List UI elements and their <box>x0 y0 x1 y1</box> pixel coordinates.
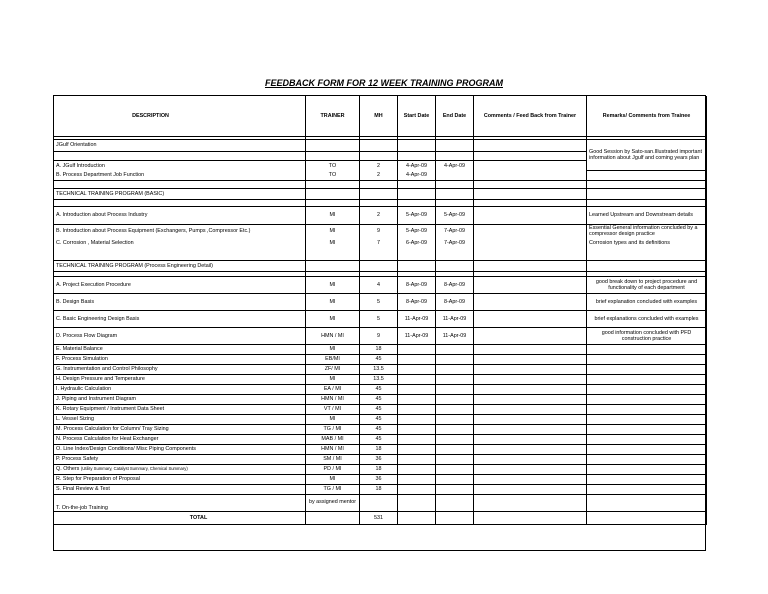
cell-trainer-comment <box>474 364 587 374</box>
empty-cell <box>474 152 587 161</box>
others-detail: (Utility Summary, Catalyst Summary, Chemical Summary) <box>80 466 188 472</box>
cell-trainer-comment <box>474 276 587 293</box>
cell-trainer-comment <box>474 171 587 181</box>
cell-mh: 45 <box>360 354 398 364</box>
section-title: TECHNICAL TRAINING PROGRAM (Process Engineering Detail) <box>54 260 306 271</box>
cell-description: T. On-the-job Training <box>54 494 306 511</box>
table-row <box>54 494 707 511</box>
empty-cell <box>474 464 587 474</box>
empty-cell <box>398 181 436 189</box>
cell-trainer: MAB / MI <box>306 434 360 444</box>
cell-end-date <box>436 384 474 394</box>
cell-trainer-comment <box>474 414 587 424</box>
cell-description: N. Process Calculation for Heat Exchanger <box>54 434 306 444</box>
total-label: TOTAL <box>54 511 306 524</box>
cell-end-date: 11-Apr-09 <box>436 327 474 344</box>
empty-cell <box>436 152 474 161</box>
trainee-remark: Corrosion types and its definitions <box>587 237 707 249</box>
spacer-row <box>54 181 707 189</box>
header-row <box>54 96 707 137</box>
cell-mh: 45 <box>360 424 398 434</box>
empty-cell <box>587 200 707 207</box>
cell-start-date: 11-Apr-09 <box>398 310 436 327</box>
cell-description: C. Corrosion , Material Selection <box>54 237 306 249</box>
cell-start-date: 5-Apr-09 <box>398 207 436 225</box>
cell-trainer: EB/MI <box>306 354 360 364</box>
cell-start-date <box>398 344 436 354</box>
empty-cell <box>398 494 436 511</box>
empty-cell <box>360 140 398 152</box>
empty-cell <box>436 200 474 207</box>
cell-description: G. Instrumentation and Control Philosophy <box>54 364 306 374</box>
cell-trainer: by assigned mentor <box>306 494 360 511</box>
cell-trainer-comment <box>474 225 587 238</box>
cell-end-date <box>436 394 474 404</box>
cell-trainer-comment <box>474 237 587 249</box>
empty-cell <box>436 181 474 189</box>
table-row <box>54 354 707 364</box>
table-row <box>54 344 707 354</box>
cell-trainer-comment <box>474 434 587 444</box>
cell-description: R. Step for Preparation of Proposal <box>54 474 306 484</box>
cell-trainer: MI <box>306 474 360 484</box>
empty-cell <box>587 189 707 200</box>
section-row <box>54 140 707 152</box>
cell-mh: 2 <box>360 207 398 225</box>
cell-end-date <box>436 364 474 374</box>
cell-start-date: 4-Apr-09 <box>398 171 436 181</box>
cell-mh: 4 <box>360 276 398 293</box>
cell-start-date <box>398 364 436 374</box>
cell-trainer-comment <box>474 327 587 344</box>
empty-cell <box>54 249 306 260</box>
trainee-remark: Essential General information concluded by a compressor design practice <box>587 225 707 238</box>
empty-cell <box>360 260 398 271</box>
table-row <box>54 364 707 374</box>
cell-trainer-comment <box>474 161 587 171</box>
table-row <box>54 293 707 310</box>
section-title: TECHNICAL TRAINING PROGRAM (BASIC) <box>54 189 306 200</box>
cell-trainer: MI <box>306 374 360 384</box>
empty-cell <box>398 152 436 161</box>
cell-trainer-comment <box>474 374 587 384</box>
cell-trainer-comment <box>474 444 587 454</box>
table-row <box>54 434 707 444</box>
section-row <box>54 260 707 271</box>
table-row <box>54 424 707 434</box>
cell-end-date: 5-Apr-09 <box>436 207 474 225</box>
trainee-remark <box>587 394 707 404</box>
trainee-remark: brief explanations concluded with examples <box>587 310 707 327</box>
cell-trainer-comment <box>474 404 587 414</box>
cell-description: B. Design Basis <box>54 293 306 310</box>
cell-trainer: MI <box>306 276 360 293</box>
cell-trainer-comment <box>474 424 587 434</box>
feedback-table <box>53 96 707 525</box>
table-row <box>54 394 707 404</box>
cell-start-date: 4-Apr-09 <box>398 161 436 171</box>
empty-cell <box>306 511 360 524</box>
cell-mh: 13.5 <box>360 374 398 384</box>
cell-end-date: 4-Apr-09 <box>436 161 474 171</box>
cell-start-date <box>398 354 436 364</box>
cell-trainer: MI <box>306 237 360 249</box>
empty-cell <box>474 249 587 260</box>
table-row <box>54 225 707 238</box>
cell-trainer-comment <box>474 293 587 310</box>
cell-mh: 9 <box>360 327 398 344</box>
cell-end-date <box>436 454 474 464</box>
cell-start-date: 6-Apr-09 <box>398 237 436 249</box>
cell-mh: 45 <box>360 414 398 424</box>
header-end-date: End Date <box>436 96 474 137</box>
empty-cell <box>587 494 707 511</box>
cell-start-date: 11-Apr-09 <box>398 327 436 344</box>
cell-mh: 45 <box>360 434 398 444</box>
empty-cell <box>474 474 587 484</box>
trainee-remark <box>587 414 707 424</box>
empty-cell <box>436 511 474 524</box>
trainee-remark <box>587 424 707 434</box>
empty-cell <box>360 181 398 189</box>
cell-trainer: PD / MI <box>306 464 360 474</box>
table-row <box>54 474 707 484</box>
cell-description: I. Hydraulic Calculation <box>54 384 306 394</box>
cell-trainer: HMN / MI <box>306 444 360 454</box>
cell-end-date: 8-Apr-09 <box>436 293 474 310</box>
cell-end-date <box>436 344 474 354</box>
cell-description: D. Process Flow Diagram <box>54 327 306 344</box>
empty-cell <box>360 200 398 207</box>
cell-trainer-comment <box>474 394 587 404</box>
section-title: JGulf Orientation <box>54 140 306 152</box>
table-row <box>54 384 707 394</box>
cell-mh: 36 <box>360 454 398 464</box>
trainee-remark: Learned Upstream and Downstream details <box>587 207 707 225</box>
cell-start-date: 8-Apr-09 <box>398 276 436 293</box>
cell-trainee-remark <box>587 171 707 181</box>
empty-cell <box>306 249 360 260</box>
cell-mh: 7 <box>360 237 398 249</box>
cell-trainer: HMN / MI <box>306 327 360 344</box>
cell-trainer: TG / MI <box>306 484 360 494</box>
cell-start-date <box>398 424 436 434</box>
cell-description: P. Process Safety <box>54 454 306 464</box>
empty-cell <box>398 484 436 494</box>
cell-description: S. Final Review & Test <box>54 484 306 494</box>
trainee-remark <box>587 404 707 414</box>
empty-cell <box>306 189 360 200</box>
cell-end-date <box>436 354 474 364</box>
cell-trainer: EA / MI <box>306 384 360 394</box>
empty-cell <box>474 189 587 200</box>
header-mh: MH <box>360 96 398 137</box>
trainee-remark <box>587 374 707 384</box>
empty-cell <box>436 260 474 271</box>
empty-cell <box>398 474 436 484</box>
cell-end-date: 7-Apr-09 <box>436 237 474 249</box>
empty-cell <box>306 140 360 152</box>
empty-cell <box>306 260 360 271</box>
empty-cell <box>587 249 707 260</box>
cell-trainer: MI <box>306 207 360 225</box>
empty-cell <box>587 474 707 484</box>
cell-start-date <box>398 394 436 404</box>
table-row <box>54 404 707 414</box>
table-row <box>54 276 707 293</box>
cell-mh <box>360 494 398 511</box>
empty-cell <box>398 200 436 207</box>
cell-trainer: VT / MI <box>306 404 360 414</box>
header-trainee-remarks: Remarks/ Comments from Trainee <box>587 96 707 137</box>
cell-trainer: MI <box>306 225 360 238</box>
cell-trainer: TG / MI <box>306 424 360 434</box>
cell-end-date: 11-Apr-09 <box>436 310 474 327</box>
cell-description: A. Project Execution Procedure <box>54 276 306 293</box>
cell-trainer-comment <box>474 454 587 464</box>
cell-mh: 45 <box>360 394 398 404</box>
empty-cell <box>360 189 398 200</box>
table-row <box>54 327 707 344</box>
cell-end-date <box>436 424 474 434</box>
empty-cell <box>398 249 436 260</box>
cell-end-date <box>436 414 474 424</box>
empty-cell <box>587 511 707 524</box>
empty-cell <box>54 200 306 207</box>
header-trainer: TRAINER <box>306 96 360 137</box>
empty-cell <box>398 511 436 524</box>
cell-mh: 9 <box>360 225 398 238</box>
empty-cell <box>587 181 707 189</box>
trainee-remark <box>587 434 707 444</box>
cell-end-date <box>436 374 474 384</box>
empty-cell <box>398 260 436 271</box>
cell-mh: 2 <box>360 161 398 171</box>
table-row <box>54 484 707 494</box>
cell-mh: 36 <box>360 474 398 484</box>
trainee-remark: good break down to project procedure and functionality of each department <box>587 276 707 293</box>
cell-description <box>54 464 306 474</box>
cell-mh: 2 <box>360 171 398 181</box>
empty-cell <box>587 464 707 474</box>
cell-trainer-comment <box>474 207 587 225</box>
empty-cell <box>474 181 587 189</box>
header-description: DESCRIPTION <box>54 96 306 137</box>
trainee-remark <box>587 344 707 354</box>
cell-description: F. Process Simulation <box>54 354 306 364</box>
cell-mh: 13.5 <box>360 364 398 374</box>
empty-cell <box>474 494 587 511</box>
empty-cell <box>436 140 474 152</box>
section-row <box>54 189 707 200</box>
table-row <box>54 237 707 249</box>
empty-cell <box>587 484 707 494</box>
cell-trainer: MI <box>306 310 360 327</box>
trainee-remark: brief explanation concluded with examples <box>587 293 707 310</box>
cell-start-date: 5-Apr-09 <box>398 225 436 238</box>
cell-trainer-comment <box>474 310 587 327</box>
cell-mh: 45 <box>360 404 398 414</box>
empty-cell <box>474 484 587 494</box>
trainee-remark <box>587 384 707 394</box>
cell-end-date <box>436 171 474 181</box>
empty-cell <box>306 152 360 161</box>
cell-description: K. Rotary Equipment / Instrument Data Sheet <box>54 404 306 414</box>
cell-mh: 18 <box>360 444 398 454</box>
trainee-remark <box>587 454 707 464</box>
cell-start-date: 8-Apr-09 <box>398 293 436 310</box>
cell-end-date: 8-Apr-09 <box>436 276 474 293</box>
cell-description: A. Introduction about Process Industry <box>54 207 306 225</box>
form-title: FEEDBACK FORM FOR 12 WEEK TRAINING PROGRAM <box>264 78 503 88</box>
empty-cell <box>587 260 707 271</box>
empty-cell <box>398 140 436 152</box>
cell-trainer: TO <box>306 171 360 181</box>
empty-cell <box>436 494 474 511</box>
cell-end-date <box>436 434 474 444</box>
spacer-row <box>54 249 707 260</box>
cell-start-date <box>398 374 436 384</box>
empty-cell <box>54 152 306 161</box>
cell-mh: 5 <box>360 293 398 310</box>
cell-trainer: MI <box>306 344 360 354</box>
table-row <box>54 414 707 424</box>
empty-cell <box>474 260 587 271</box>
cell-description: A. JGulf Introduction <box>54 161 306 171</box>
empty-cell <box>398 464 436 474</box>
cell-mh: 5 <box>360 310 398 327</box>
cell-description: J. Piping and Instrument Diagram <box>54 394 306 404</box>
trainee-remark <box>587 364 707 374</box>
cell-trainer: SM / MI <box>306 454 360 464</box>
cell-start-date <box>398 384 436 394</box>
header-trainer-comments: Comments / Feed Back from Trainer <box>474 96 587 137</box>
table-row <box>54 207 707 225</box>
trainee-remark <box>587 354 707 364</box>
cell-end-date: 7-Apr-09 <box>436 225 474 238</box>
cell-start-date <box>398 434 436 444</box>
empty-cell <box>360 152 398 161</box>
cell-description: H. Design Pressure and Temperature <box>54 374 306 384</box>
cell-trainer: HMN / MI <box>306 394 360 404</box>
cell-trainer: ZF/ MI <box>306 364 360 374</box>
empty-cell <box>436 464 474 474</box>
cell-description: C. Basic Engineering Design Basis <box>54 310 306 327</box>
empty-cell <box>474 200 587 207</box>
table-row <box>54 444 707 454</box>
cell-trainer: TO <box>306 161 360 171</box>
table-row <box>54 454 707 464</box>
cell-start-date <box>398 414 436 424</box>
empty-cell <box>398 189 436 200</box>
cell-description: B. Introduction about Process Equipment (Exchangers, Pumps ,Compressor Etc.) <box>54 225 306 238</box>
cell-description: O. Line Index/Design Conditions/ Misc Piping Components <box>54 444 306 454</box>
cell-trainer-comment <box>474 344 587 354</box>
table-row <box>54 310 707 327</box>
cell-end-date <box>436 444 474 454</box>
table-row <box>54 464 707 474</box>
table-row <box>54 171 707 181</box>
cell-start-date <box>398 404 436 414</box>
cell-description: L. Vessel Sizing <box>54 414 306 424</box>
empty-cell <box>436 474 474 484</box>
empty-cell <box>306 181 360 189</box>
empty-cell <box>436 249 474 260</box>
cell-trainer: MI <box>306 293 360 310</box>
total-mh: 531 <box>360 511 398 524</box>
cell-end-date <box>436 404 474 414</box>
cell-trainer-comment <box>474 384 587 394</box>
header-start-date: Start Date <box>398 96 436 137</box>
cell-mh: 18 <box>360 344 398 354</box>
empty-cell <box>436 484 474 494</box>
cell-description: E. Material Balance <box>54 344 306 354</box>
cell-mh: 18 <box>360 484 398 494</box>
table-row <box>54 374 707 384</box>
cell-description: M. Process Calculation for Column/ Tray Sizing <box>54 424 306 434</box>
cell-description: B. Process Department Job Function <box>54 171 306 181</box>
empty-cell <box>474 140 587 152</box>
cell-trainer: MI <box>306 414 360 424</box>
cell-mh: 18 <box>360 464 398 474</box>
empty-cell <box>436 189 474 200</box>
total-row <box>54 511 707 524</box>
empty-cell <box>306 200 360 207</box>
trainee-remark: Good Session by Sato-san.Illustrated important information about Jgulf and coming years plan <box>587 140 707 171</box>
empty-cell <box>474 511 587 524</box>
spacer-row <box>54 200 707 207</box>
others-label: Q. Others <box>56 466 80 473</box>
cell-start-date <box>398 444 436 454</box>
cell-trainer-comment <box>474 354 587 364</box>
empty-cell <box>54 181 306 189</box>
empty-cell <box>360 249 398 260</box>
trainee-remark: good information concluded with PFD construction practice <box>587 327 707 344</box>
cell-start-date <box>398 454 436 464</box>
cell-mh: 45 <box>360 384 398 394</box>
trainee-remark <box>587 444 707 454</box>
